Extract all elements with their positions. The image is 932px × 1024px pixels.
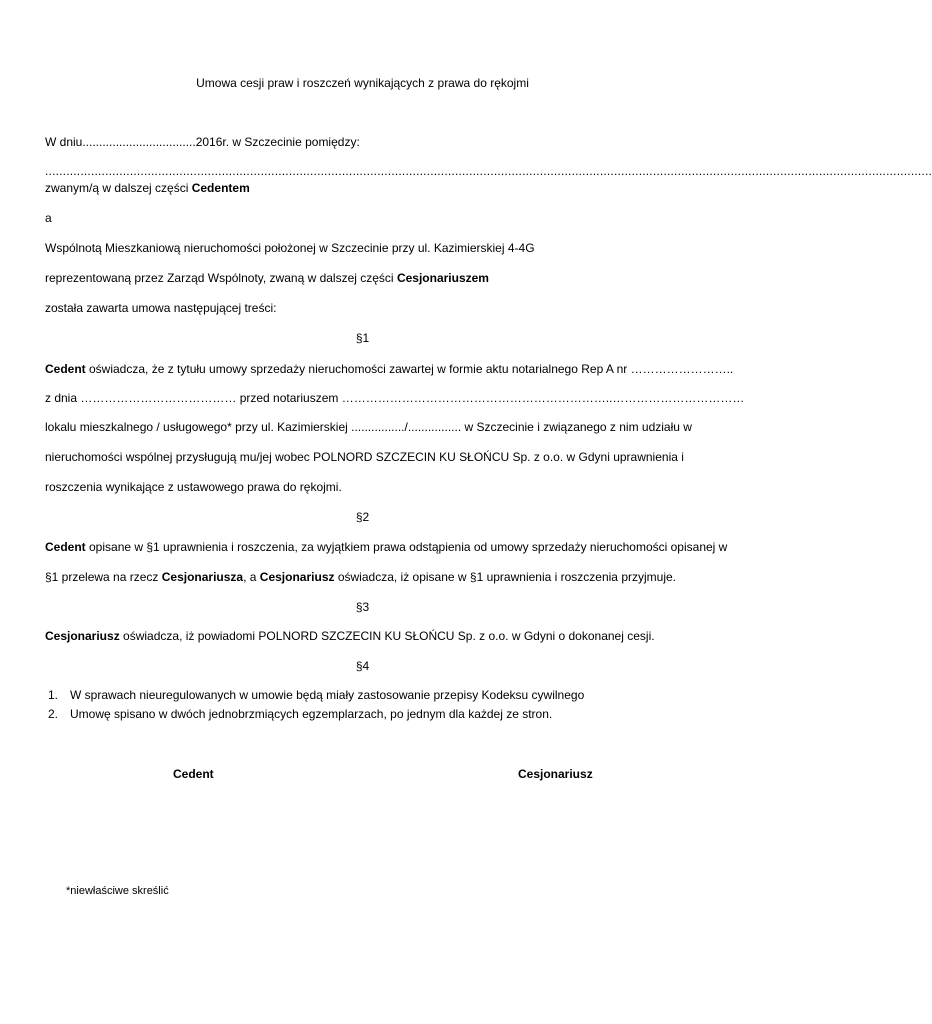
cessionary-term: Cesjonariuszem (396, 271, 489, 285)
section-2-line-2-c: , a (243, 570, 260, 584)
signature-cesjonariusz: Cesjonariusz (518, 767, 593, 781)
section-3-cesjonariusz: Cesjonariusz (45, 629, 120, 643)
section-3-line-1-text: oświadcza, iż powiadomi POLNORD SZCZECIN KU SŁOŃCU Sp. z o.o. w Gdyni o dokonanej cesji. (119, 629, 655, 643)
section-3-line-1 (45, 629, 655, 643)
section-1-line-4: nieruchomości wspólnej przysługują mu/jej wobec POLNORD SZCZECIN KU SŁOŃCU Sp. z o.o. w Gdyni uprawnienia i (45, 450, 684, 464)
section-1-line-2: z dnia ………………………………… przed notariuszem …………………………………………………………..…………………………… (45, 391, 745, 405)
cessionary-definition-text: reprezentowaną przez Zarząd Wspólnoty, zwaną w dalszej części (45, 271, 397, 285)
list-item-text: W sprawach nieuregulowanych w umowie będą miały zastosowanie przepisy Kodeksu cywilnego (70, 688, 585, 702)
section-1-heading: §1 (355, 331, 370, 345)
section-2-line-2-d: oświadcza, iż opisane w §1 uprawnienia i roszczenia przyjmuje. (334, 570, 676, 584)
section-2-line-1-text: opisane w §1 uprawnienia i roszczenia, za wyjątkiem prawa odstąpienia od umowy sprzedaży nieruchomości opisanej w (85, 540, 728, 554)
list-item (48, 688, 584, 702)
intro-line: W dniu..................................2016r. w Szczecinie pomiędzy: (45, 135, 360, 149)
section-1-line-1-text: oświadcza, że z tytułu umowy sprzedaży nieruchomości zawartej w formie aktu notarialnego Rep A nr …………………….. (85, 362, 734, 376)
cedent-term: Cedentem (191, 181, 250, 195)
cedent-definition-text: zwanym/ą w dalszej części (45, 181, 192, 195)
section-2-cesjonariusz: Cesjonariusz (259, 570, 335, 584)
signature-cedent: Cedent (173, 767, 214, 781)
conjunction-a: a (45, 211, 52, 225)
cessionary-line-2 (45, 271, 489, 285)
section-2-line-1 (45, 540, 727, 554)
section-1-line-1 (45, 362, 733, 376)
list-item-number: 2. (48, 707, 59, 721)
footnote: *niewłaściwe skreślić (66, 885, 169, 897)
section-4-heading: §4 (355, 659, 370, 673)
concluded-line: została zawarta umowa następującej treści: (45, 301, 277, 315)
section-2-heading: §2 (355, 510, 370, 524)
section-2-cesjonariusza: Cesjonariusza (161, 570, 244, 584)
section-1-line-5: roszczenia wynikające z ustawowego prawa do rękojmi. (45, 480, 342, 494)
section-3-heading: §3 (355, 600, 370, 614)
cessionary-line-1: Wspólnotą Mieszkaniową nieruchomości położonej w Szczecinie przy ul. Kazimierskiej 4-4G (45, 241, 535, 255)
section-2-line-2-a: §1 przelewa na rzecz (45, 570, 162, 584)
section-2-cedent: Cedent (45, 540, 86, 554)
list-item (48, 707, 552, 721)
cedent-definition (45, 181, 250, 195)
document-title: Umowa cesji praw i roszczeń wynikających z prawa do rękojmi (196, 76, 529, 90)
section-2-line-2 (45, 570, 676, 584)
list-item-number: 1. (48, 688, 59, 702)
list-item-text: Umowę spisano w dwóch jednobrzmiących egzemplarzach, po jednym dla każdej ze stron. (70, 707, 553, 721)
section-1-cedent: Cedent (45, 362, 86, 376)
section-1-line-3: lokalu mieszkalnego / usługowego* przy ul. Kazimierskiej ................/................ w Szczecinie i związanego z nim udziału w (45, 420, 692, 434)
party-placeholder-dots: ........................................................................................................................................................................................................................................................... (45, 164, 932, 178)
